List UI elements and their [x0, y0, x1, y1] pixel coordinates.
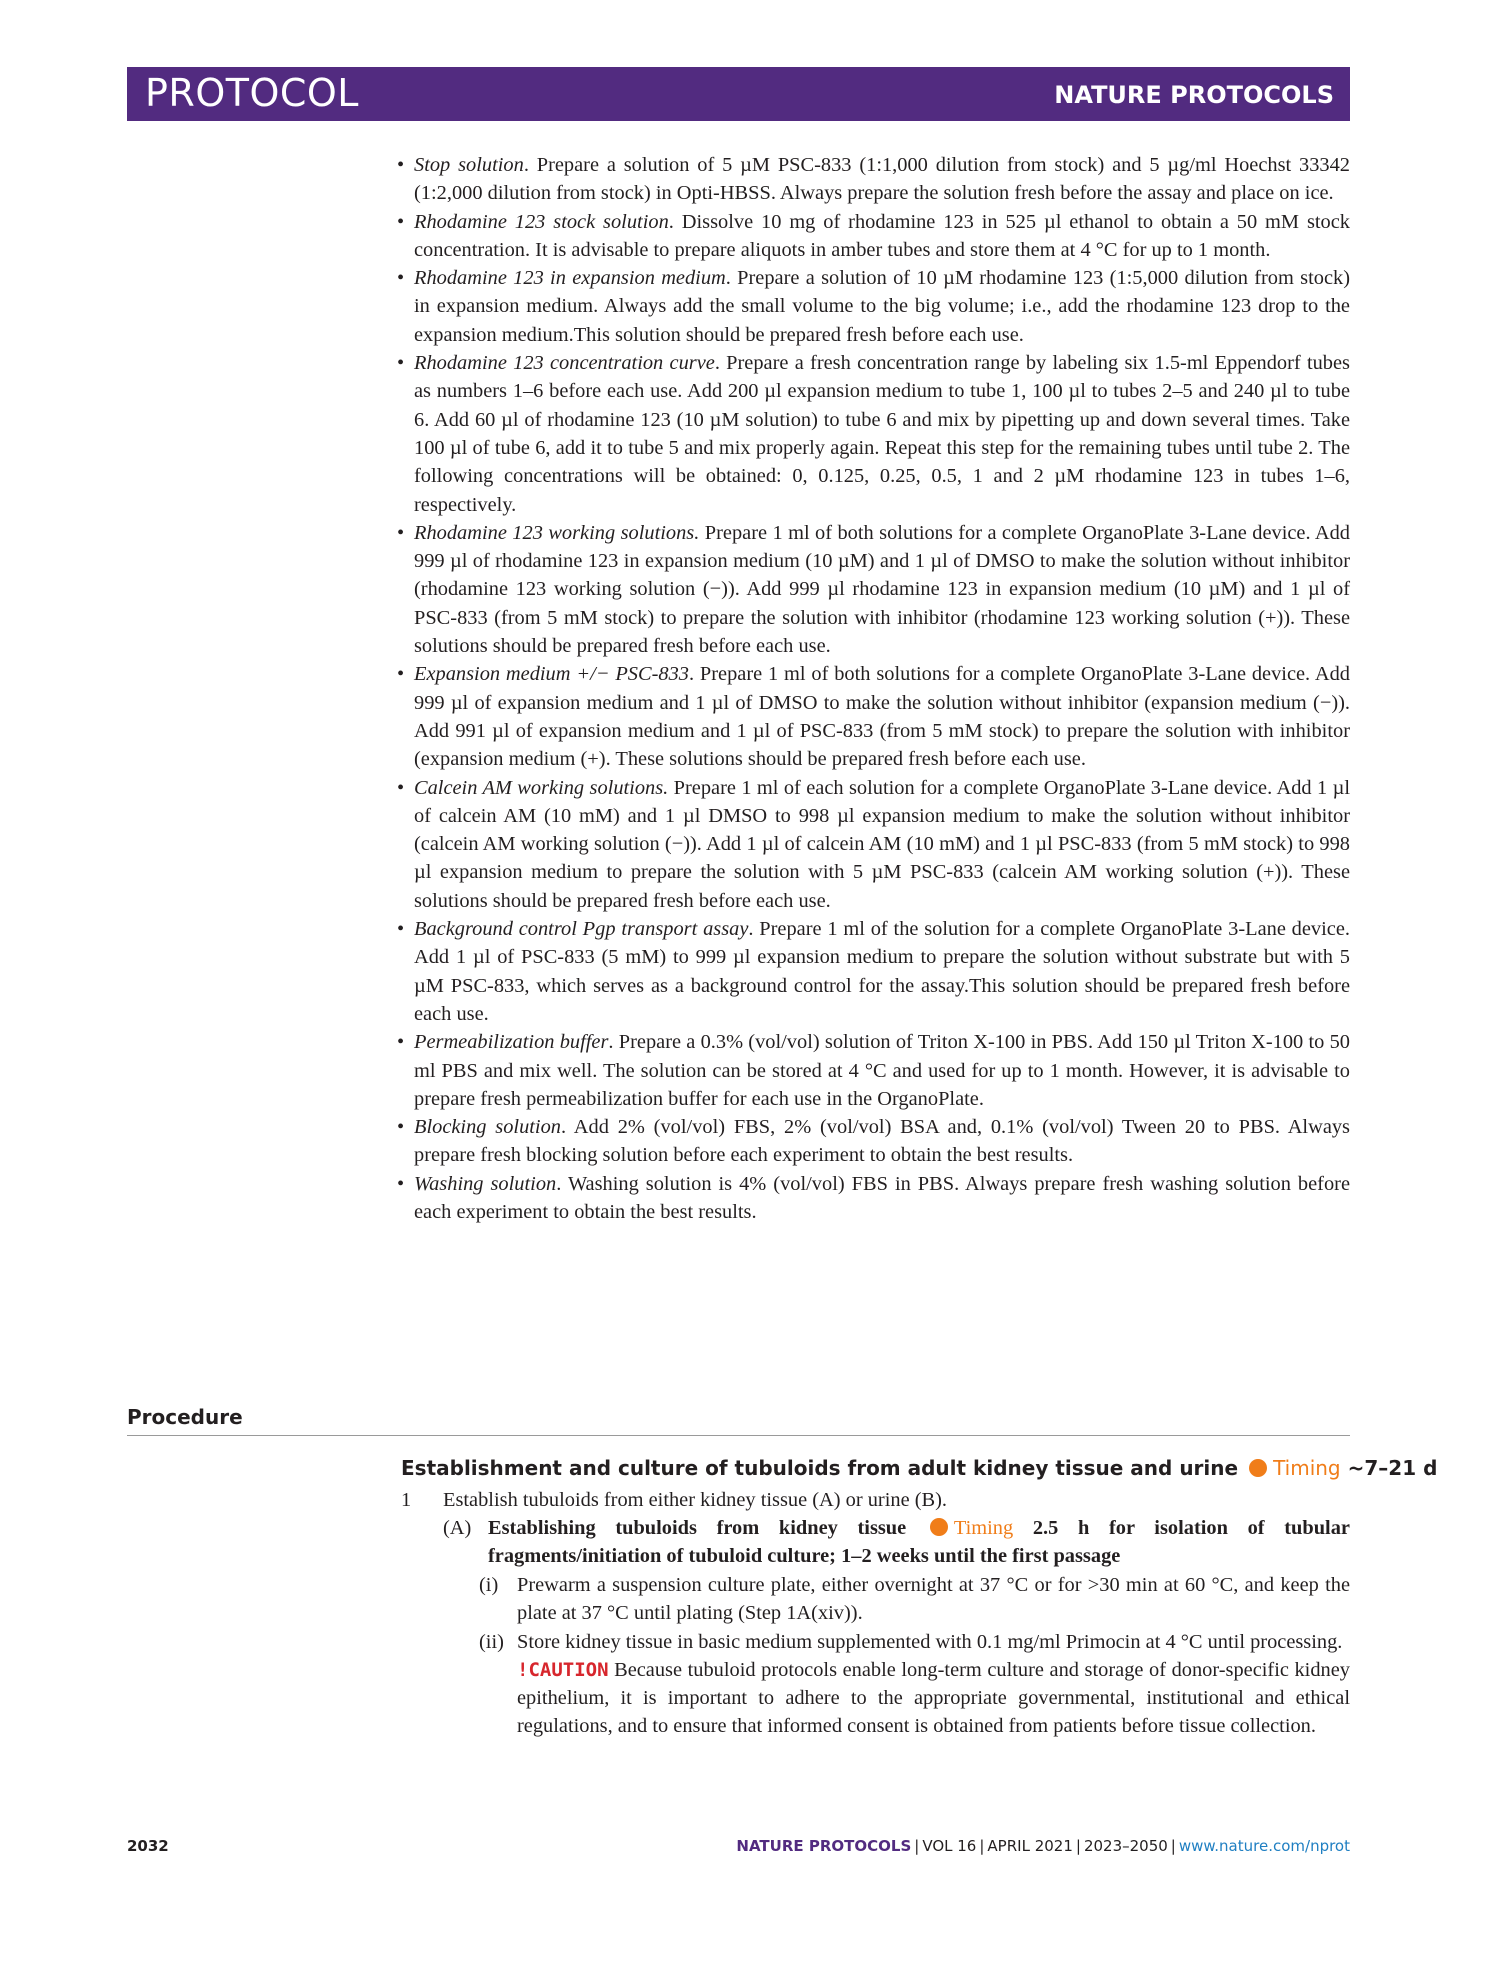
timing-dot-icon [1249, 1459, 1267, 1477]
page-number: 2032 [127, 1837, 169, 1855]
reagent-term: Washing solution [414, 1172, 557, 1195]
reagent-description: . Add 2% (vol/vol) FBS, 2% (vol/vol) BSA and, 0.1% (vol/vol) Tween 20 to PBS. Always prepare fresh blocking solution before each experiment to obtain the best results. [414, 1116, 1350, 1167]
bullet-icon: • [397, 1172, 405, 1195]
reagent-term: Rhodamine 123 in expansion medium [414, 267, 726, 290]
bullet-icon: • [397, 352, 405, 375]
substep-title-text: Establishing tubuloids from kidney tissue [488, 1517, 907, 1539]
list-item [397, 519, 1350, 660]
bullet-icon: • [397, 1031, 405, 1054]
substep-timing-value: 2.5 h for isolation of tubular fragments/initiation of tubuloid culture; 1–2 weeks until the first passage [488, 1517, 1350, 1568]
list-item [479, 1628, 1350, 1656]
list-item [397, 208, 1350, 265]
substep-list [479, 1571, 1350, 1741]
substep-roman-text: Prewarm a suspension culture plate, either overnight at 37 °C or for >30 min at 60 °C, and keep the plate at 37 °C until plating (Step 1A(xiv)). [517, 1574, 1350, 1625]
reagent-term: Blocking solution [414, 1116, 561, 1139]
bullet-icon: • [397, 663, 405, 686]
step-text: Establish tubuloids from either kidney tissue (A) or urine (B). [443, 1489, 948, 1511]
section-divider [127, 1435, 1350, 1436]
list-item [397, 660, 1350, 773]
reagent-description: . Prepare a solution of 10 µM rhodamine 123 (1:5,000 dilution from stock) in expansion medium. Always add the small volume to the big volume; i.e., add the rhodamine 123 drop to the expansion medium.This solution should be prepared fresh before each use. [414, 267, 1350, 346]
reagent-term: Calcein AM working solutions. [414, 776, 669, 799]
subsection-title-text: Establishment and culture of tubuloids from adult kidney tissue and urine [401, 1456, 1239, 1480]
list-item [397, 151, 1350, 208]
article-type-label: PROTOCOL [145, 71, 359, 115]
list-item [479, 1571, 1350, 1628]
list-item [397, 774, 1350, 915]
header-bar [127, 67, 1350, 121]
reagent-description: Prepare 1 ml of both solutions for a complete OrganoPlate 3-Lane device. Add 999 µl of rhodamine 123 in expansion medium (10 µM) and 1 µl of DMSO to make the solution without inhibitor (rhodamine 123 working solution (−)). Add 999 µl rhodamine 123 in expansion medium (10 µM) and 1 µl of PSC-833 (from 5 mM stock) to prepare the solution with inhibitor (rhodamine 123 working solution (+)). These solutions should be prepared fresh before each use. [414, 521, 1350, 658]
separator: | [1075, 1837, 1081, 1855]
procedure-heading: Procedure [127, 1405, 243, 1429]
reagent-term: Rhodamine 123 working solutions. [414, 521, 700, 544]
substep-roman-text: Store kidney tissue in basic medium supplemented with 0.1 mg/ml Primocin at 4 °C until processing. [517, 1630, 1343, 1653]
timing-label: Timing [953, 1517, 1014, 1539]
reagent-description: . Prepare a fresh concentration range by labeling six 1.5-ml Eppendorf tubes as numbers 1–6 before each use. Add 200 µl expansion medium to tube 1, 100 µl to tubes 2–5 and 240 µl to tube 6. Add 60 µl of rhodamine 123 (10 µM solution) to tube 6 and mix by pipetting up and down several times. Take 100 µl of tube 6, add it to tube 5 and mix properly again. Repeat this step for the remaining tubes until tube 2. The following concentrations will be obtained: 0, 0.125, 0.25, 0.5, 1 and 2 µM rhodamine 123 in tubes 1–6, respectively. [414, 352, 1350, 516]
substep-a [443, 1514, 1350, 1571]
substep-roman-label: (i) [479, 1574, 499, 1596]
footer-date: APRIL 2021 [987, 1837, 1073, 1855]
caution-label: !CAUTION [517, 1658, 609, 1681]
timing-value: ~7–21 d [1347, 1456, 1438, 1480]
journal-name-header: NATURE PROTOCOLS [1054, 81, 1334, 109]
bullet-icon: • [397, 1116, 405, 1139]
footer-journal: NATURE PROTOCOLS [736, 1837, 912, 1855]
reagent-term: Rhodamine 123 concentration curve [414, 352, 715, 375]
bullet-icon: • [397, 918, 405, 941]
substep-label: (A) [443, 1517, 472, 1539]
separator: | [914, 1837, 920, 1855]
reagent-setup-list [397, 151, 1350, 1226]
caution-note [517, 1656, 1350, 1741]
bullet-icon: • [397, 776, 405, 799]
bullet-icon: • [397, 154, 405, 176]
substep-roman-label: (ii) [479, 1630, 504, 1653]
list-item [397, 349, 1350, 519]
separator: | [1170, 1837, 1176, 1855]
reagent-description: . Prepare a 0.3% (vol/vol) solution of Triton X-100 in PBS. Add 150 µl Triton X-100 to 50 ml PBS and mix well. The solution can be stored at 4 °C and used for up to 1 month. However, it is advisable to prepare fresh permeabilization buffer for each use in the OrganoPlate. [414, 1031, 1350, 1110]
reagent-term: Rhodamine 123 stock solution [414, 210, 669, 233]
separator: | [979, 1837, 985, 1855]
step-number: 1 [401, 1489, 412, 1511]
caution-text: Because tubuloid protocols enable long-term culture and storage of donor-specific kidney epithelium, it is important to adhere to the appropriate governmental, institutional and ethical regulations, and to ensure that informed consent is obtained from patients before tissue collection. [517, 1658, 1350, 1738]
reagent-term: Permeabilization buffer [414, 1031, 609, 1054]
reagent-description: Prepare 1 ml of each solution for a complete OrganoPlate 3-Lane device. Add 1 µl of calcein AM (10 mM) and 1 µl DMSO to 998 µl expansion medium to make the solution without inhibitor (calcein AM working solution (−)). Add 1 µl of calcein AM (10 mM) and 1 µl PSC-833 (from 5 mM stock) to 998 µl expansion medium to prepare the solution with 5 µM PSC-833 (calcein AM working solution (+)). These solutions should be prepared fresh before each use. [414, 776, 1350, 912]
list-item [397, 264, 1350, 349]
reagent-term: Background control Pgp transport assay [414, 918, 749, 941]
bullet-icon: • [397, 210, 405, 233]
footer-citation [736, 1836, 1350, 1856]
list-item [397, 1113, 1350, 1170]
reagent-term: Stop solution [414, 154, 524, 176]
reagent-description: . Prepare a solution of 5 µM PSC-833 (1:1,000 dilution from stock) and 5 µg/ml Hoechst 33342 (1:2,000 dilution from stock) in Opti-HBSS. Always prepare the solution fresh before the assay and place on ice. [414, 154, 1351, 205]
footer-volume: VOL 16 [922, 1837, 977, 1855]
substep-title [488, 1514, 1350, 1571]
reagent-description: . Dissolve 10 mg of rhodamine 123 in 525 µl ethanol to obtain a 50 mM stock concentration. It is advisable to prepare aliquots in amber tubes and store them at 4 °C for up to 1 month. [414, 210, 1350, 261]
reagent-term: Expansion medium +/− PSC-833 [414, 663, 689, 686]
list-item [397, 1028, 1350, 1113]
timing-label: Timing [1273, 1456, 1341, 1480]
reagent-description: . Prepare 1 ml of the solution for a complete OrganoPlate 3-Lane device. Add 1 µl of PSC-833 (5 mM) to 999 µl expansion medium to prepare the solution without substrate but with 5 µM PSC-833, which serves as a background control for the assay.This solution should be prepared fresh before each use. [414, 918, 1350, 1025]
reagent-description: . Washing solution is 4% (vol/vol) FBS in PBS. Always prepare fresh washing solution before each experiment to obtain the best results. [414, 1172, 1350, 1223]
timing-dot-icon [930, 1518, 948, 1536]
list-item [397, 915, 1350, 1028]
subsection-title [401, 1453, 1438, 1483]
list-item [397, 1170, 1350, 1227]
bullet-icon: • [397, 267, 405, 290]
footer-pages: 2023–2050 [1083, 1837, 1168, 1855]
bullet-icon: • [397, 521, 405, 544]
reagent-description: . Prepare 1 ml of both solutions for a complete OrganoPlate 3-Lane device. Add 999 µl of expansion medium and 1 µl of DMSO to make the solution without inhibitor (expansion medium (−)). Add 991 µl of expansion medium and 1 µl of PSC-833 (from 5 mM stock) to prepare the solution with inhibitor (expansion medium (+). These solutions should be prepared fresh before each use. [414, 663, 1350, 771]
footer-url-link[interactable]: www.nature.com/nprot [1178, 1837, 1350, 1855]
